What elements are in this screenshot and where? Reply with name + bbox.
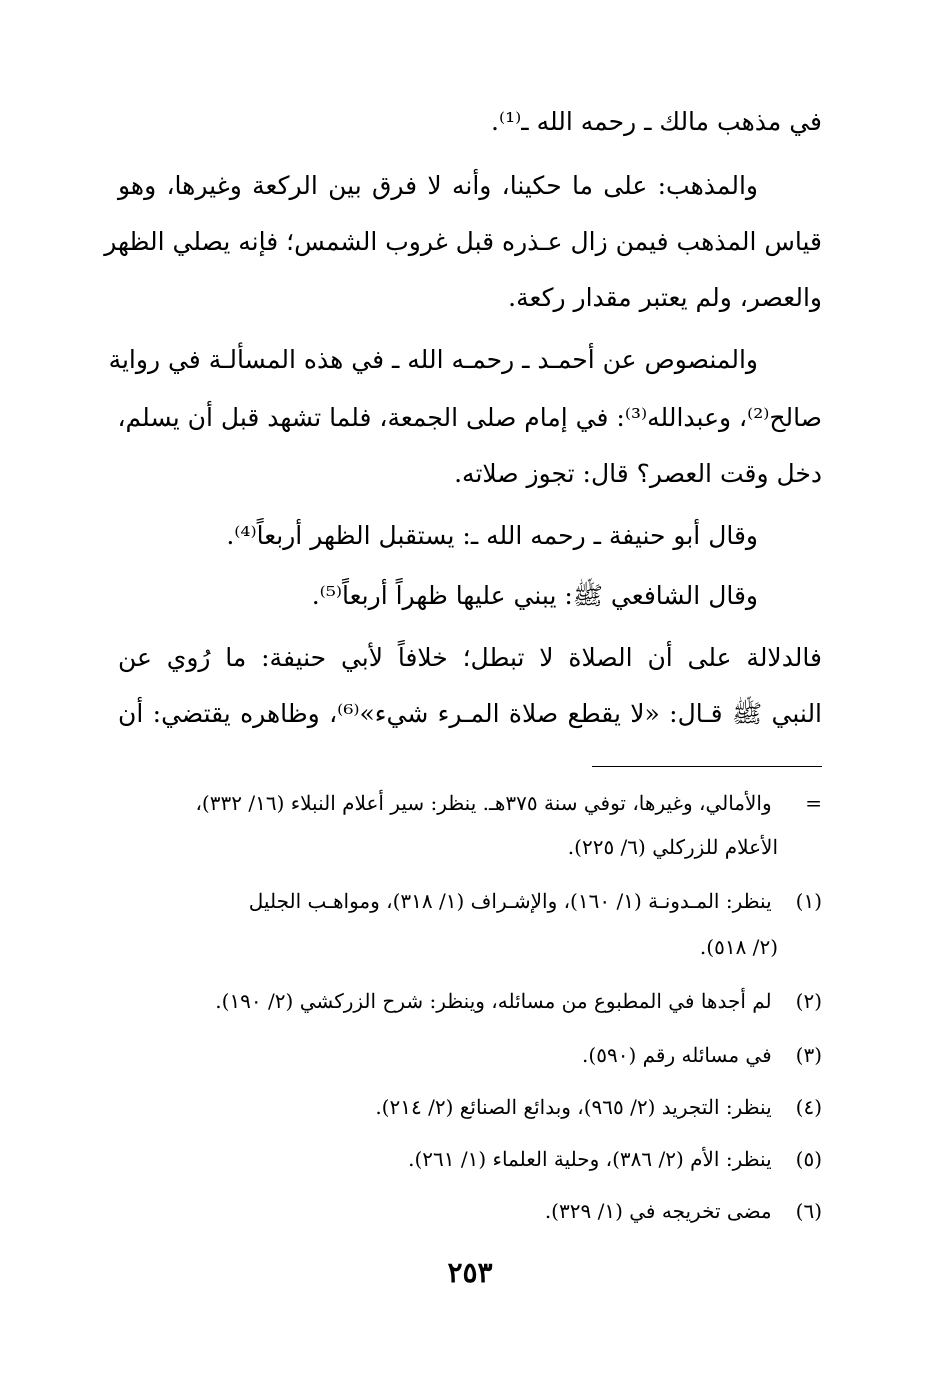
footnote-3	[118, 1038, 822, 1072]
body-line-7: دخل وقت العصر؟ قال: تجوز صلاته.	[454, 459, 822, 488]
footnote-1-line-2: (٢/ ٥١٨).	[699, 935, 778, 959]
footnote-continuation-line-1: والأمالي، وغيرها، توفي سنة ٣٧٥هـ. ينظر: سير أعلام النبلاء (١٦/ ٣٣٢)،	[195, 791, 772, 815]
footnote-number: (٦)	[795, 1199, 822, 1223]
footnote-1	[118, 884, 822, 918]
footnote-text: ينظر: المـدونـة (١/ ١٦٠)، والإشـراف (١/ ٣١٨)، ومواهـب الجليل	[248, 889, 772, 913]
footnote-text: في مسائله رقم (٥٩٠).	[582, 1043, 772, 1067]
footnote-text: ينظر: الأم (٢/ ٣٨٦)، وحلية العلماء (١/ ٢٦١).	[408, 1147, 772, 1171]
body-line-2: والمذهب: على ما حكينا، وأنه لا فرق بين الركعة وغيرها، وهو	[118, 171, 758, 200]
footnote-number: (٤)	[795, 1095, 822, 1119]
footnote-number: (٥)	[795, 1147, 822, 1171]
body-line-1: في مذهب مالك ـ رحمه الله ـ⁽¹⁾.	[491, 107, 822, 136]
footnote-continuation	[118, 786, 822, 820]
footnote-4	[118, 1090, 822, 1124]
footnote-number: (٣)	[795, 1043, 822, 1067]
footnote-number: (٢)	[795, 989, 822, 1013]
body-line-3: قياس المذهب فيمن زال عـذره قبل غروب الشمس؛ فإنه يصلي الظهر	[104, 227, 822, 256]
page-number: ٢٥٣	[447, 1256, 493, 1289]
body-line-11: النبي ﷺ قـال: «لا يقطع صلاة المـرء شيء»⁽⁶⁾، وظاهره يقتضي: أن	[118, 699, 823, 728]
body-line-6: صالح⁽²⁾، وعبدالله⁽³⁾: في إمام صلى الجمعة، فلما تشهد قبل أن يسلم،	[117, 403, 822, 432]
footnote-2	[118, 984, 822, 1018]
footnote-5	[118, 1142, 822, 1176]
footnote-text: ينظر: التجريد (٢/ ٩٦٥)، وبدائع الصنائع (٢/ ٢١٤).	[375, 1095, 772, 1119]
footnote-6	[118, 1194, 822, 1228]
body-line-10: فالدلالة على أن الصلاة لا تبطل؛ خلافاً لأبي حنيفة: ما رُوي عن	[118, 643, 822, 672]
footnote-text: لم أجدها في المطبوع من مسائله، وينظر: شرح الزركشي (٢/ ١٩٠).	[215, 989, 772, 1013]
footnote-continuation-line-2: الأعلام للزركلي (٦/ ٢٢٥).	[567, 835, 778, 859]
body-line-5: والمنصوص عن أحمـد ـ رحمـه الله ـ في هذه المسألـة في رواية	[108, 345, 758, 374]
body-line-8: وقال أبو حنيفة ـ رحمه الله ـ: يستقبل الظهر أربعاً⁽⁴⁾.	[226, 521, 758, 550]
continuation-marker: =	[805, 791, 822, 815]
footnote-text: مضى تخريجه في (١/ ٣٢٩).	[544, 1199, 772, 1223]
footnote-number: (١)	[795, 889, 822, 913]
footnote-separator	[592, 766, 822, 767]
body-line-4: والعصر، ولم يعتبر مقدار ركعة.	[508, 283, 822, 312]
body-line-9: وقال الشافعي ﷺ: يبني عليها ظهراً أربعاً⁽⁵⁾.	[311, 581, 758, 610]
